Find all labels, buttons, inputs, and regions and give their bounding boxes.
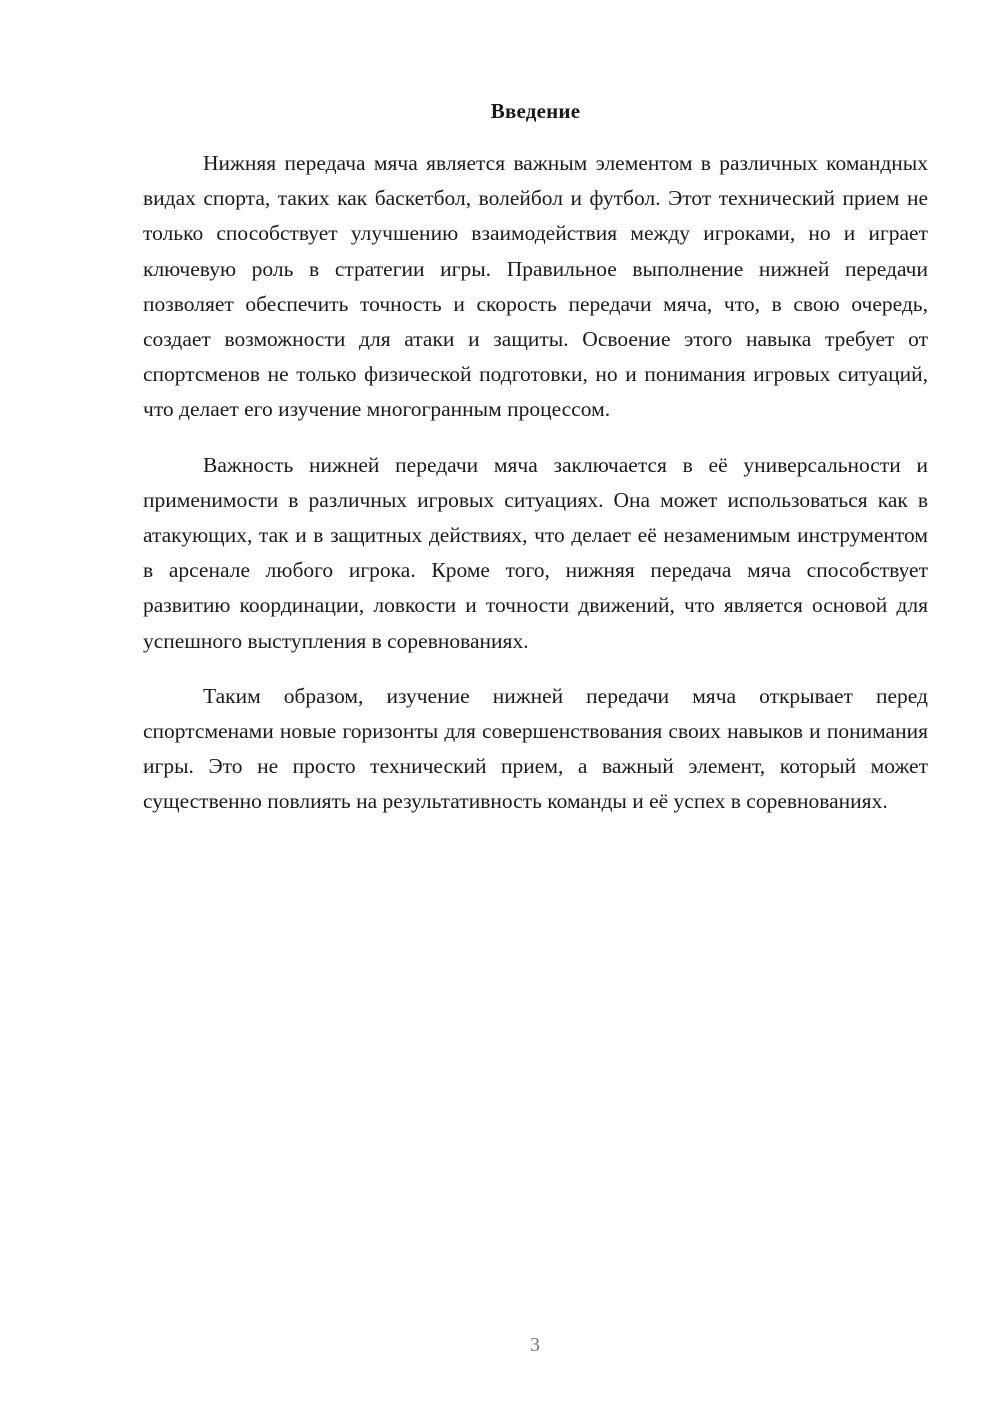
page-number: 3 <box>530 1334 540 1356</box>
document-body <box>143 96 928 840</box>
paragraph: Важность нижней передачи мяча заключается в её универсальности и применимости в различных игровых ситуациях. Она может использоваться как в атакующих, так и в защитных действиях, что делает её незаменимым инструментом в арсенале любого игрока. Кроме того, нижняя передача мяча способствует развитию координации, ловкости и точности движений, что является основой для успешного выступления в соревнованиях. <box>143 452 928 653</box>
paragraph: Нижняя передача мяча является важным элементом в различных командных видах спорта, таких как баскетбол, волейбол и футбол. Этот технический прием не только способствует улучшению взаимодействия между игроками, но и играет ключевую роль в стратегии игры. Правильное выполнение нижней передачи позволяет обеспечить точность и скорость передачи мяча, что, в свою очередь, создает возможности для атаки и защиты. Освоение этого навыка требует от спортсменов не только физической подготовки, но и понимания игровых ситуаций, что делает его изучение многогранным процессом. <box>143 151 928 422</box>
paragraph: Таким образом, изучение нижней передачи мяча открывает перед спортсменами новые горизонты для совершенствования своих навыков и понимания игры. Это не просто технический прием, а важный элемент, который может существенно повлиять на результативность команды и её успех в соревнованиях. <box>143 683 928 814</box>
section-title: Введение <box>490 99 581 123</box>
